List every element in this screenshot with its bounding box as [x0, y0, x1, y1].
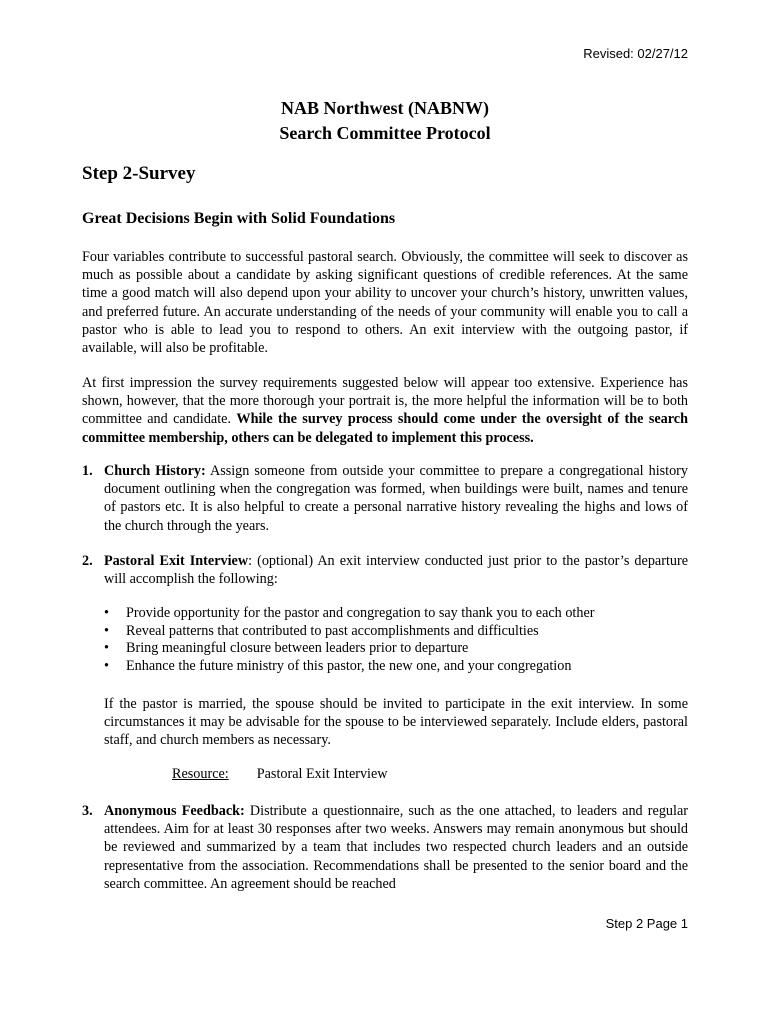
list-item-text: Assign someone from outside your committee to prepare a congregational history document outlining when the congregation was formed, when buildings were built, names and tenure of pastors etc. It is also helpful to create a personal narrative history revealing the highs and lows of the church through the years.	[104, 463, 689, 534]
list-item-text: Distribute a questionnaire, such as the one attached, to leaders and regular attendees. Aim for at least 30 responses after two weeks. Answers may remain anonymous but should be reviewed and summarized by a team that includes two respected church leaders and an outside representative from the association. Recommendations shall be presented to the senior board and the search committee. An agreement should be reached	[104, 803, 688, 892]
bullet-text: Enhance the future ministry of this pastor, the new one, and your congregation	[126, 657, 572, 674]
list-item-church-history	[82, 462, 688, 535]
resource-value: Pastoral Exit Interview	[256, 766, 388, 782]
list-item-lead: Pastoral Exit Interview	[104, 553, 249, 569]
section-subheading: Great Decisions Begin with Solid Foundations	[82, 210, 396, 227]
step-heading: Step 2-Survey	[82, 163, 196, 184]
bullet-icon: •	[104, 640, 109, 657]
bullet-text: Reveal patterns that contributed to past accomplishments and difficulties	[126, 622, 539, 639]
page-footer: Step 2 Page 1	[605, 916, 688, 931]
spouse-paragraph: If the pastor is married, the spouse should be invited to participate in the exit interview. In some circumstances it may be advisable for the spouse to be interviewed separately. Include elders, pastoral staff, and church members as necessary.	[104, 696, 688, 749]
list-item-text: : (optional) An exit interview conducted just prior to the pastor’s departure will accomplish the following:	[104, 553, 688, 588]
resource-label: Resource:	[172, 766, 229, 782]
exit-interview-bullets	[104, 605, 694, 675]
list-item-anonymous-feedback	[82, 802, 688, 893]
list-item-number: 1.	[82, 463, 93, 479]
bullet-icon: •	[104, 657, 109, 674]
list-item-number: 2.	[82, 553, 93, 569]
list-item-lead: Anonymous Feedback:	[104, 803, 245, 819]
survey-paragraph	[82, 374, 688, 447]
intro-paragraph: Four variables contribute to successful pastoral search. Obviously, the committee will seek to discover as much as possible about a candidate by asking significant questions of credible references. At the same time a good match will also depend upon your ability to uncover your church’s history, unwritten values, and preferred future. An accurate understanding of the needs of your community will enable you to call a pastor who is able to lead you to respond to others. An exit interview with the outgoing pastor, if available, will also be profitable.	[82, 249, 688, 357]
resource-line	[172, 766, 388, 783]
bullet-text: Bring meaningful closure between leaders prior to departure	[126, 640, 469, 657]
bullet-text: Provide opportunity for the pastor and congregation to say thank you to each other	[126, 605, 595, 621]
list-item-lead: Church History:	[104, 463, 206, 479]
survey-paragraph-text: At first impression the survey requirements suggested below will appear too extensive. Experience has shown, however, that the more thorough your portrait is, the more helpful the information will be to both committee and candidate.	[82, 375, 688, 428]
bullet-item	[104, 605, 694, 623]
title-line-2: Search Committee Protocol	[279, 123, 491, 143]
survey-paragraph-emphasis: While the survey process should come under the oversight of the search committee membership, others can be delegated to implement this process.	[82, 411, 688, 446]
bullet-item	[104, 623, 694, 641]
list-item-number: 3.	[82, 803, 93, 819]
bullet-icon: •	[104, 605, 109, 621]
bullet-item	[104, 658, 694, 676]
list-item-pastoral-exit-interview	[82, 552, 688, 588]
document-title	[0, 96, 770, 146]
bullet-icon: •	[104, 622, 109, 639]
revised-date: Revised: 02/27/12	[583, 46, 688, 61]
title-line-1: NAB Northwest (NABNW)	[281, 98, 489, 118]
bullet-item	[104, 640, 694, 658]
